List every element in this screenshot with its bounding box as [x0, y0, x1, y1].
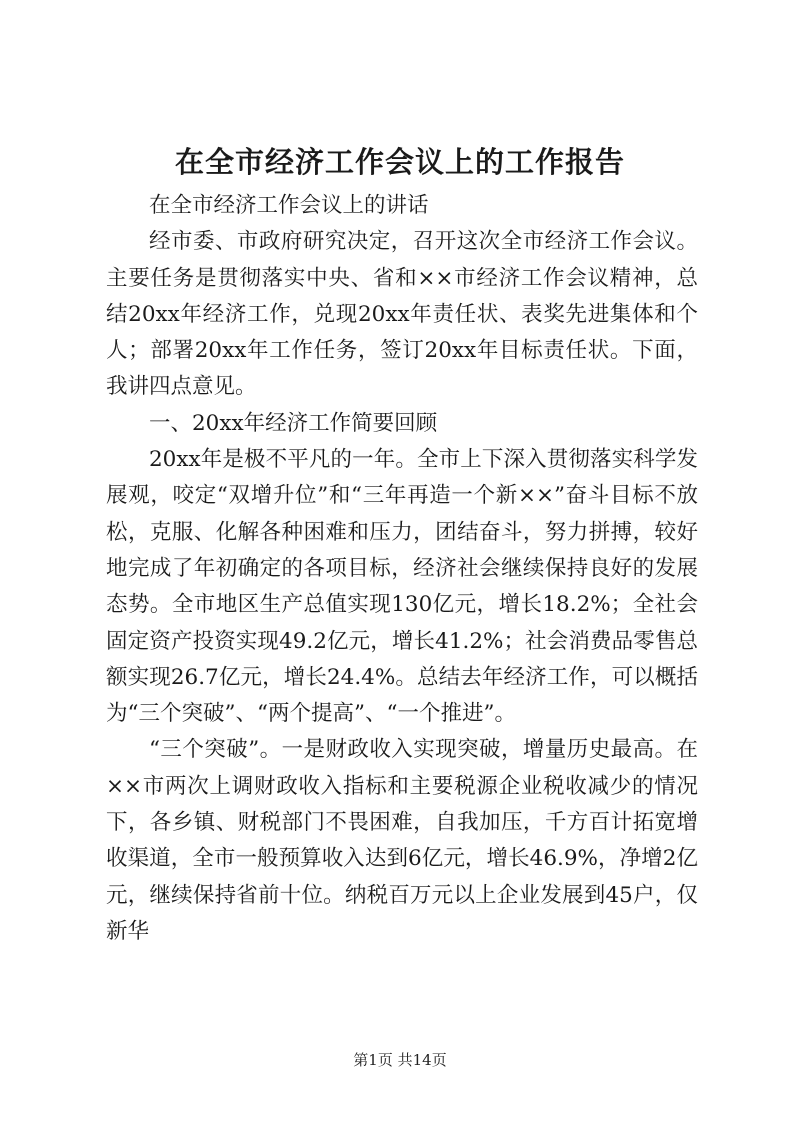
paragraph-three-breakthroughs: “三个突破”。一是财政收入实现突破，增量历史最高。在××市两次上调财政收入指标和主要税源企业税收减少的情况下，各乡镇、财税部门不畏困难，自我加压，千方百计拓宽增收渠道，全市一般预算收入达到6亿元，增长46.9%，净增2亿元，继续保持省前十位。纳税百万元以上企业发展到45户，仅新华 [106, 737, 698, 944]
paragraph-subtitle: 在全市经济工作会议上的讲话 [149, 193, 429, 218]
paragraph-intro: 经市委、市政府研究决定，召开这次全市经济工作会议。主要任务是贯彻落实中央、省和××市经济工作会议精神，总结20xx年经济工作，兑现20xx年责任状、表奖先进集体和个人；部署20xx年工作任务，签订20xx年目标责任状。下面，我讲四点意见。 [106, 229, 698, 400]
document-title: 在全市经济工作会议上的工作报告 [174, 145, 625, 179]
page-number-footer: 第1页 共14页 [353, 1051, 447, 1069]
paragraph-review: 20xx年是极不平凡的一年。全市上下深入贯彻落实科学发展观，咬定“双增升位”和“三年再造一个新××”奋斗目标不放松，克服、化解各种困难和压力，团结奋斗，努力拼搏，较好地完成了年初确定的各项目标，经济社会继续保持良好的发展态势。全市地区生产总值实现130亿元，增长18.2%；全社会固定资产投资实现49.2亿元，增长41.2%；社会消费品零售总额实现26.7亿元，增长24.4%。总结去年经济工作，可以概括为“三个突破”、“两个提高”、“一个推进”。 [106, 447, 698, 727]
document-body [106, 188, 698, 950]
section-heading: 一、20xx年经济工作简要回顾 [149, 410, 438, 436]
